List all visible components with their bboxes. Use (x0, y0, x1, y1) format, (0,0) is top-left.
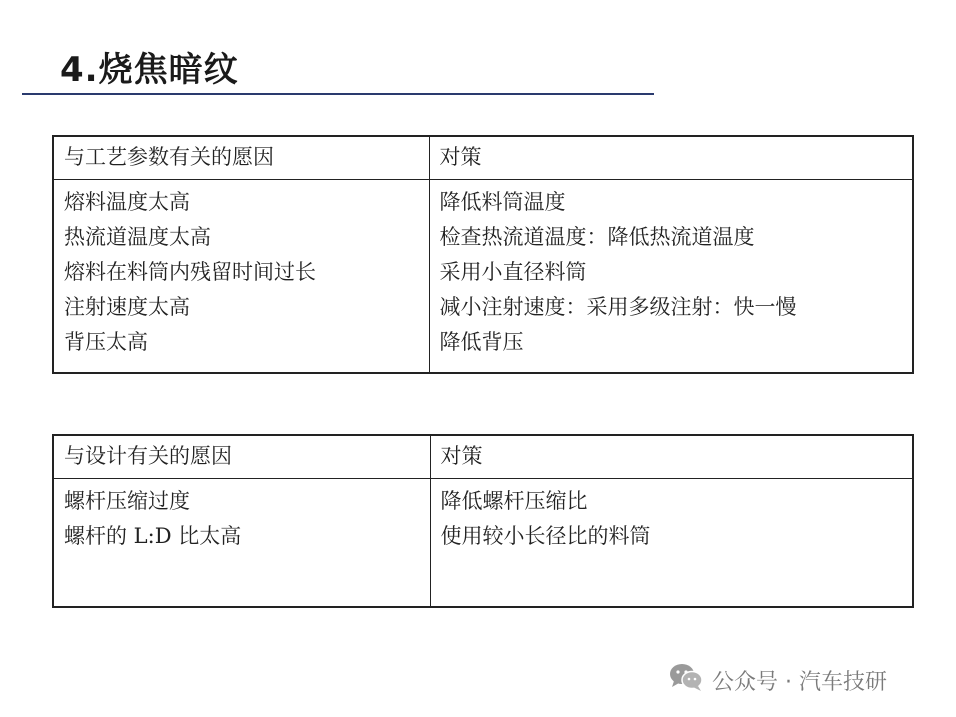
table2-header-measure: 对策 (430, 435, 913, 479)
process-parameter-table (52, 135, 914, 374)
page-title: 4.烧焦暗纹 (60, 50, 239, 90)
table1-cause-5: 背压太高 (64, 330, 148, 354)
design-cause-table (52, 434, 914, 608)
table2-measure-1: 降低螺杆压缩比 (440, 489, 588, 513)
table2-causes-cell (53, 479, 430, 608)
table1-measure-5: 降低背压 (439, 330, 524, 354)
watermark-text: 公众号 · 汽车技研 (712, 669, 887, 695)
table2-cause-1: 螺杆压缩过度 (64, 489, 190, 513)
table1-measures-cell (429, 180, 913, 374)
table1-header-cause: 与工艺参数有关的愿因 (53, 136, 429, 180)
table1-measure-2: 检查热流道温度：降低热流道温度 (439, 225, 755, 249)
table1-causes-cell (53, 180, 429, 374)
table1-measure-1: 降低料筒温度 (439, 190, 566, 214)
title-underline (22, 93, 654, 95)
table2-cause-2: 螺杆的 L:D 比太高 (64, 524, 242, 548)
table1-measure-4: 减小注射速度：采用多级注射：快一慢 (439, 295, 797, 319)
table1-cause-3: 熔料在料筒内残留时间过长 (64, 260, 316, 284)
table1-cause-1: 熔料温度太高 (64, 190, 190, 214)
wechat-icon (668, 662, 704, 698)
table1-header-measure: 对策 (429, 136, 913, 180)
table1-measure-3: 采用小直径料筒 (439, 260, 587, 284)
table2-measure-2: 使用较小长径比的料筒 (440, 524, 651, 548)
table2-header-cause: 与设计有关的愿因 (53, 435, 430, 479)
table2-measures-cell (430, 479, 913, 608)
watermark (668, 662, 887, 698)
table1-cause-2: 热流道温度太高 (64, 225, 211, 249)
table1-cause-4: 注射速度太高 (64, 295, 190, 319)
